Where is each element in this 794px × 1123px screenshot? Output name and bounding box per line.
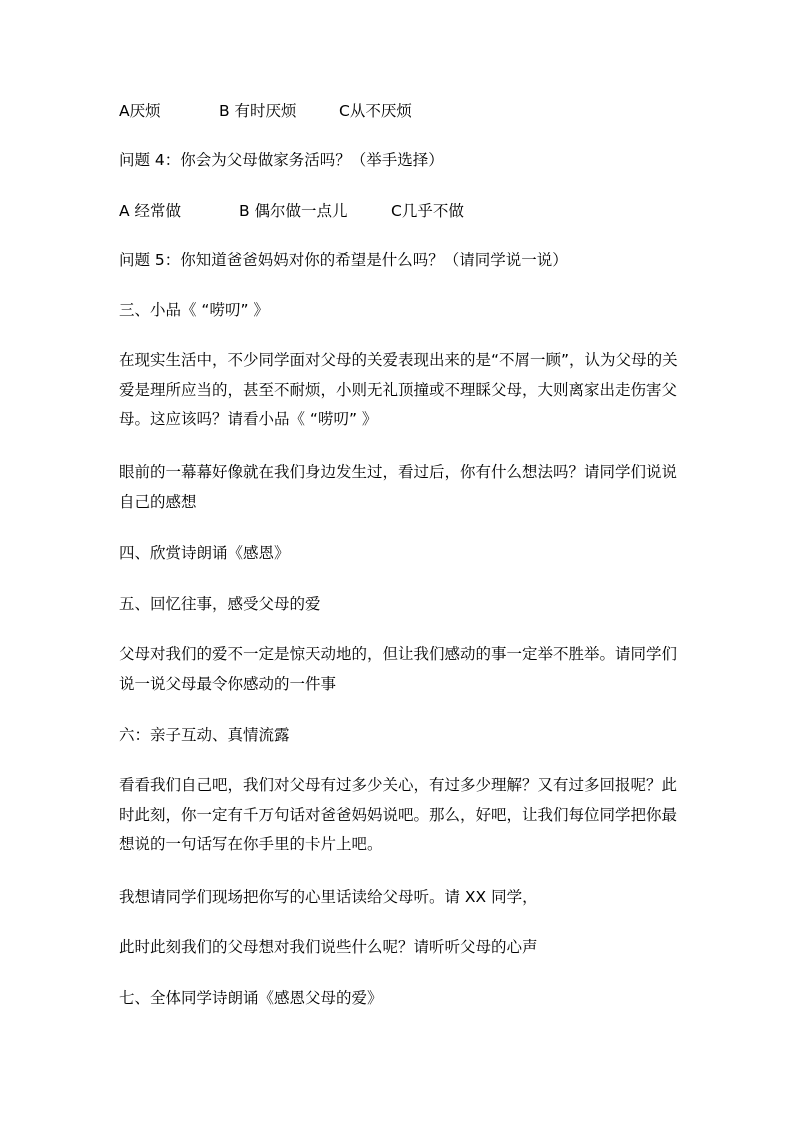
section-3-heading: 三、小品《 “唠叨” 》: [119, 301, 269, 319]
question-4: 问题 4：你会为父母做家务活吗？（举手选择）: [119, 151, 444, 169]
section-3-paragraph-2: 眼前的一幕幕好像就在我们身边发生过，看过后，你有什么想法吗？请同学们说说自己的感想: [119, 463, 678, 511]
question-5: 问题 5：你知道爸爸妈妈对你的希望是什么吗？（请同学说一说）: [119, 251, 568, 269]
section-5-paragraph: 父母对我们的爱不一定是惊天动地的，但让我们感动的事一定举不胜举。请同学们说一说父母最令你感动的一件事: [119, 645, 678, 693]
q3-option-c: C从不厌烦: [339, 102, 412, 120]
section-7-heading: 七、全体同学诗朗诵《感恩父母的爱》: [119, 989, 383, 1007]
section-6-paragraph-1: 看看我们自己吧，我们对父母有过多少关心，有过多少理解？又有过多回报呢？此时此刻，你一定有千万句话对爸爸妈妈说吧。那么，好吧，让我们每位同学把你最想说的一句话写在你手里的卡片上吧。: [119, 776, 678, 853]
section-6-paragraph-3: 此时此刻我们的父母想对我们说些什么呢？请听听父母的心声: [119, 938, 538, 956]
q4-option-a: A 经常做: [119, 202, 182, 220]
q3-option-a: A厌烦: [119, 102, 161, 120]
q4-option-c: C几乎不做: [391, 202, 464, 220]
q4-option-b: B 偶尔做一点儿: [239, 202, 348, 220]
section-6-heading: 六：亲子互动、真情流露: [119, 726, 290, 744]
section-4-heading: 四、欣赏诗朗诵《感恩》: [119, 544, 290, 562]
section-5-heading: 五、回忆往事，感受父母的爱: [119, 595, 321, 613]
section-3-paragraph-1: 在现实生活中，不少同学面对父母的关爱表现出来的是“不屑一顾”，认为父母的关爱是理所应当的，甚至不耐烦，小则无礼顶撞或不理睬父母，大则离家出走伤害父母。这应该吗？请看小品《 “唠叨” 》: [119, 351, 678, 428]
section-6-paragraph-2: 我想请同学们现场把你写的心里话读给父母听。请 XX 同学，: [119, 888, 538, 906]
q3-option-b: B 有时厌烦: [219, 102, 297, 120]
